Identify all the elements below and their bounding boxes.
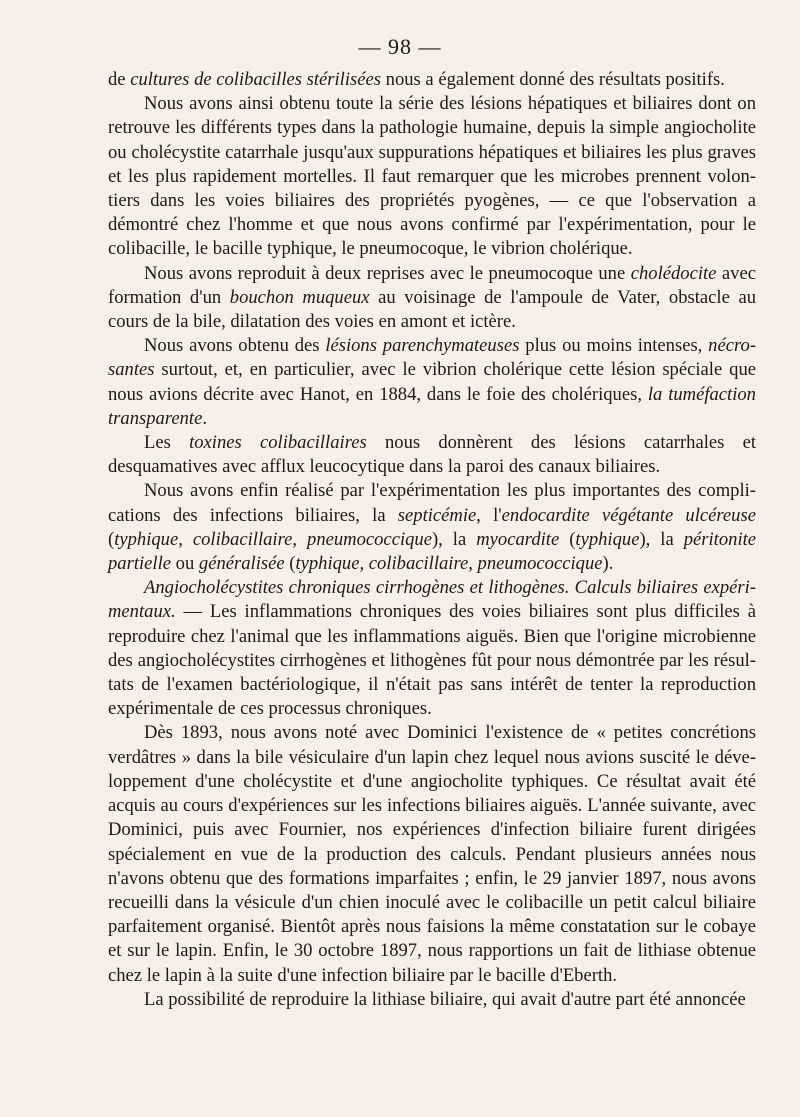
paragraph xyxy=(108,988,756,1012)
text-run: ( xyxy=(559,528,576,550)
text-run: avec formation d'un xyxy=(108,262,756,308)
italic-text: lésions parenchymateuses xyxy=(325,335,520,357)
text-run: nous donnèrent des lésions catarrhales et desquamatives avec afflux leucocytique dans la paroi des canaux biliaires. xyxy=(108,432,757,478)
text-run: plus ou moins intenses, xyxy=(519,335,709,357)
text-run: . xyxy=(202,407,207,429)
paragraph xyxy=(108,92,756,261)
text-run: ( xyxy=(108,528,115,550)
text-run: au voisinage de l'ampoule de Vater, obstacle au cours de la bile, dilatation des voies en amont et ictère. xyxy=(108,286,756,333)
text-run: de xyxy=(108,69,131,90)
text-run: ), la xyxy=(639,528,684,550)
text-run: — Les inflammations chroniques des voies biliaires sont plus difficiles à reproduire chez l'animal que les inflammations aiguës. Bien que l'origine microbienne des angiocholécystites cirrhogènes et lithogènes fût pour nous démontrée par les résultats de l'examen bactériologique, il n'était pas sans intérêt de tenter la reproduction expérimentale de ces processus chroniques. xyxy=(108,601,756,720)
italic-text: généralisée xyxy=(198,553,285,575)
text-run: ), la xyxy=(431,528,477,550)
italic-text: endocardite végétante ulcéreuse xyxy=(501,504,756,526)
text-run: nous a également donné des résultats positifs. xyxy=(381,69,725,90)
italic-text: cholédocite xyxy=(630,262,717,284)
text-run: , l' xyxy=(476,504,502,526)
paragraph xyxy=(108,334,756,431)
text-run: surtout, et, en particulier, avec le vibrion cholérique cette lésion spéciale que nous avions décrite avec Hanot, en 1884, dans le foie des cholériques, xyxy=(108,359,756,405)
italic-text: bouchon muqueux xyxy=(229,286,370,308)
text-run: Dès 1893, nous avons noté avec Dominici l'existence de « petites concrétions verdâtres » dans la bile vésiculaire d'un lapin chez lequel nous avions suscité le développement d'une cholécystite et d'une angiocholite typhiques. Ce résultat avait été acquis au cours d'expériences sur les infections biliaires aiguës. L'année suivante, avec Dominici, puis avec Fournier, nos expériences d'infection biliaire furent dirigées spécialement en vue de la production des calculs. Pendant plusieurs années nous n'avons obtenu que des formations imparfaites ; enfin, le 29 janvier 1897, nous avons recueilli dans la vésicule d'un chien inoculé avec le colibacille un petit calcul biliaire parfaitement organisé. Bientôt après nous faisions la même constatation sur le cobaye et sur le lapin. Enfin, le 30 octobre 1897, nous rapportions un fait de lithiase obtenue chez le lapin à la suite d'une infection biliaire par le bacille d'Eberth. xyxy=(108,722,756,986)
text-run: Nous avons obtenu des xyxy=(144,335,326,357)
italic-text: typhique xyxy=(575,528,640,550)
italic-text: cultures de colibacilles stérilisées xyxy=(130,69,381,90)
italic-text: Angiocholécystites chroniques cirrhogènes et lithogènes. Calculs biliaires expérimentaux. xyxy=(108,577,756,623)
italic-text: la tuméfaction transparente xyxy=(108,383,756,429)
text-run: Nous avons enfin réalisé par l'expérimentation les plus importantes des complications des infections biliaires, la xyxy=(108,480,756,526)
paragraph xyxy=(108,431,756,479)
text-run: ( xyxy=(284,553,296,575)
italic-text: toxines colibacillaires xyxy=(189,432,367,454)
italic-text: typhique, colibacillaire, pneumococcique xyxy=(114,528,432,550)
text-run: Nous avons ainsi obtenu toute la série des lésions hépatiques et biliaires dont on retrouve les différents types dans la pathologie humaine, depuis la simple angiocholite ou cholécystite catarrhale jusqu'aux suppurations hépatiques et biliaires les plus graves et les plus rapidement mortelles. Il faut remarquer que les microbes prennent volontiers dans les voies biliaires des propriétés pyogènes, — ce que l'observation a démontré chez l'homme et que nous avons confirmé par l'expérimentation, pour le colibacille, le bacille typhique, le pneumocoque, le vibrion cholérique. xyxy=(108,93,756,260)
text-run: ou xyxy=(171,553,199,575)
text-run: ). xyxy=(602,553,614,575)
italic-text: typhique, colibacillaire, pneumococcique xyxy=(295,553,603,575)
italic-text: péritonite partielle xyxy=(108,528,757,575)
page-number: — 98 — xyxy=(358,34,442,59)
paragraph xyxy=(108,721,756,987)
italic-text: myocardite xyxy=(476,528,560,550)
paragraph xyxy=(108,576,756,721)
italic-text: nécrosantes xyxy=(108,335,757,381)
text-run: Nous avons reproduit à deux reprises avec le pneumocoque une xyxy=(144,262,631,284)
body-text xyxy=(108,68,756,1012)
paragraph xyxy=(108,479,756,576)
text-run: Les xyxy=(144,432,190,454)
paragraph xyxy=(108,262,756,335)
paragraph xyxy=(108,68,756,92)
italic-text: septicémie xyxy=(397,504,477,526)
text-run: La possibilité de reproduire la lithiase biliaire, qui avait d'autre part été annoncée xyxy=(144,988,746,1010)
